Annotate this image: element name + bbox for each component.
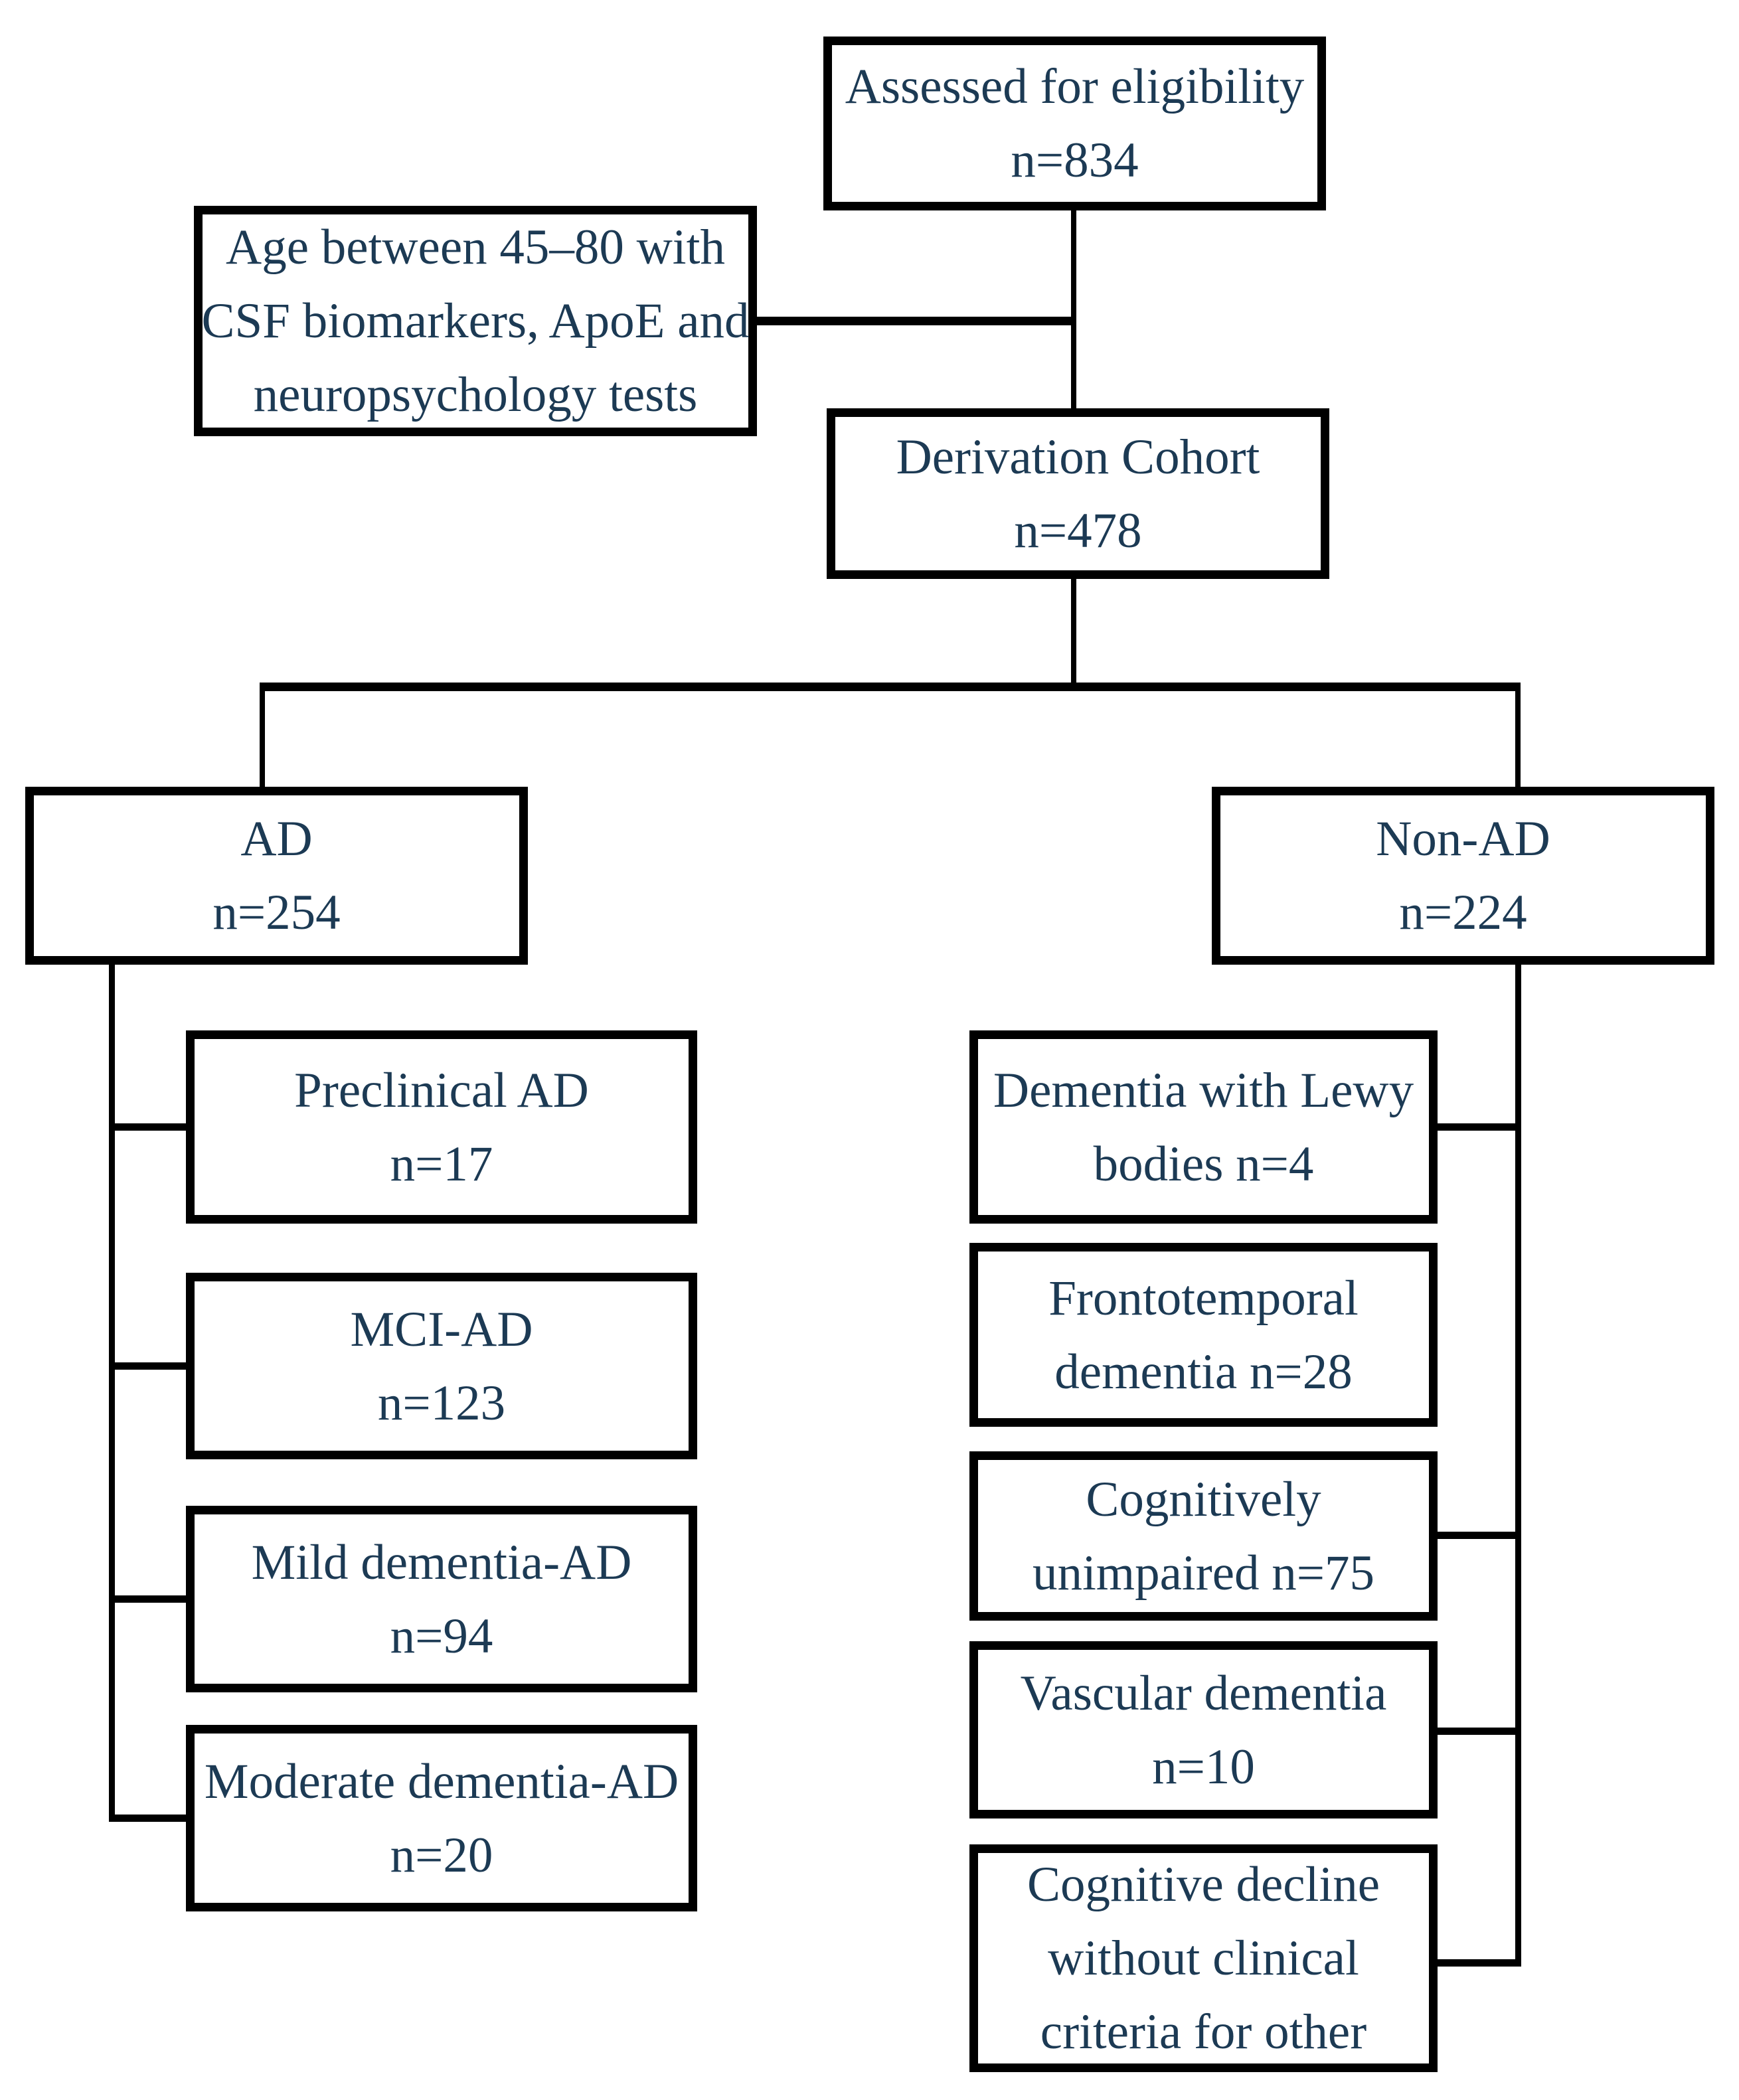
node-label: Mild dementia-AD [251,1534,632,1590]
node-dementia-with-lewy-bodies [969,1030,1438,1224]
connector-split-to-nonad [1515,687,1521,790]
node-inclusion-criteria [194,206,757,436]
connector-stub-decline [1433,1959,1521,1967]
connector-stub-mild [109,1595,193,1603]
connector-stub-lewy [1433,1123,1521,1131]
node-preclinical-ad [186,1030,697,1224]
connector-split-to-ad [260,687,265,790]
connector-derivation-to-split [1071,576,1076,691]
node-assessed-for-eligibility [823,37,1326,210]
node-count: n=478 [1014,503,1142,558]
node-mild-dementia-ad [186,1506,697,1692]
node-label: MCI-AD [350,1301,533,1357]
node-label: Frontotemporal [1048,1270,1359,1326]
node-count: n=254 [212,885,341,940]
connector-split-horizontal [260,683,1521,691]
node-label: Age between 45–80 with [226,220,725,275]
node-mci-ad [186,1273,697,1459]
connector-stub-cognitively [1433,1532,1521,1539]
node-derivation-cohort [827,408,1329,579]
node-non-ad-group [1212,787,1714,965]
connector-criteria-to-main-line [749,317,1076,325]
connector-stub-mci [109,1362,193,1370]
node-label: neuropsychology tests [253,367,698,422]
node-count: n=94 [390,1608,493,1664]
node-ad-group [25,787,528,965]
node-label: Derivation Cohort [896,429,1260,485]
node-cognitively-unimpaired [969,1451,1438,1621]
node-vascular-dementia [969,1641,1438,1818]
node-count: n=834 [1011,133,1139,188]
node-count: n=17 [390,1136,493,1192]
node-label: criteria for other [1040,2004,1367,2060]
node-frontotemporal-dementia [969,1243,1438,1427]
node-count: dementia n=28 [1054,1344,1353,1400]
connector-ad-subgroup-vertical [109,961,115,1822]
node-label: Preclinical AD [294,1062,589,1118]
connector-stub-preclinical [109,1123,193,1131]
connector-assessed-to-derivation [1071,208,1076,412]
node-label: CSF biomarkers, ApoE and [201,293,750,349]
node-count: n=10 [1152,1739,1255,1795]
node-label: Cognitively [1086,1471,1321,1527]
node-label: Vascular dementia [1020,1665,1387,1721]
connector-stub-vascular [1433,1728,1521,1735]
connector-stub-moderate [109,1815,193,1822]
node-count: unimpaired n=75 [1032,1545,1375,1601]
node-label: Moderate dementia-AD [204,1753,679,1809]
node-label: Assessed for eligibility [845,59,1305,114]
node-moderate-dementia-ad [186,1725,697,1911]
node-count: bodies n=4 [1093,1136,1314,1192]
node-count: n=224 [1399,885,1527,940]
node-cognitive-decline-other [969,1844,1438,2072]
node-count: n=123 [377,1375,506,1431]
node-label: Non-AD [1376,811,1550,866]
node-label: without clinical [1048,1931,1359,1986]
node-count: n=20 [390,1827,493,1883]
node-label: AD [240,811,313,866]
node-label: Cognitive decline [1027,1857,1380,1912]
connector-nonad-subgroup-vertical [1515,961,1521,1967]
node-label: Dementia with Lewy [993,1062,1414,1118]
